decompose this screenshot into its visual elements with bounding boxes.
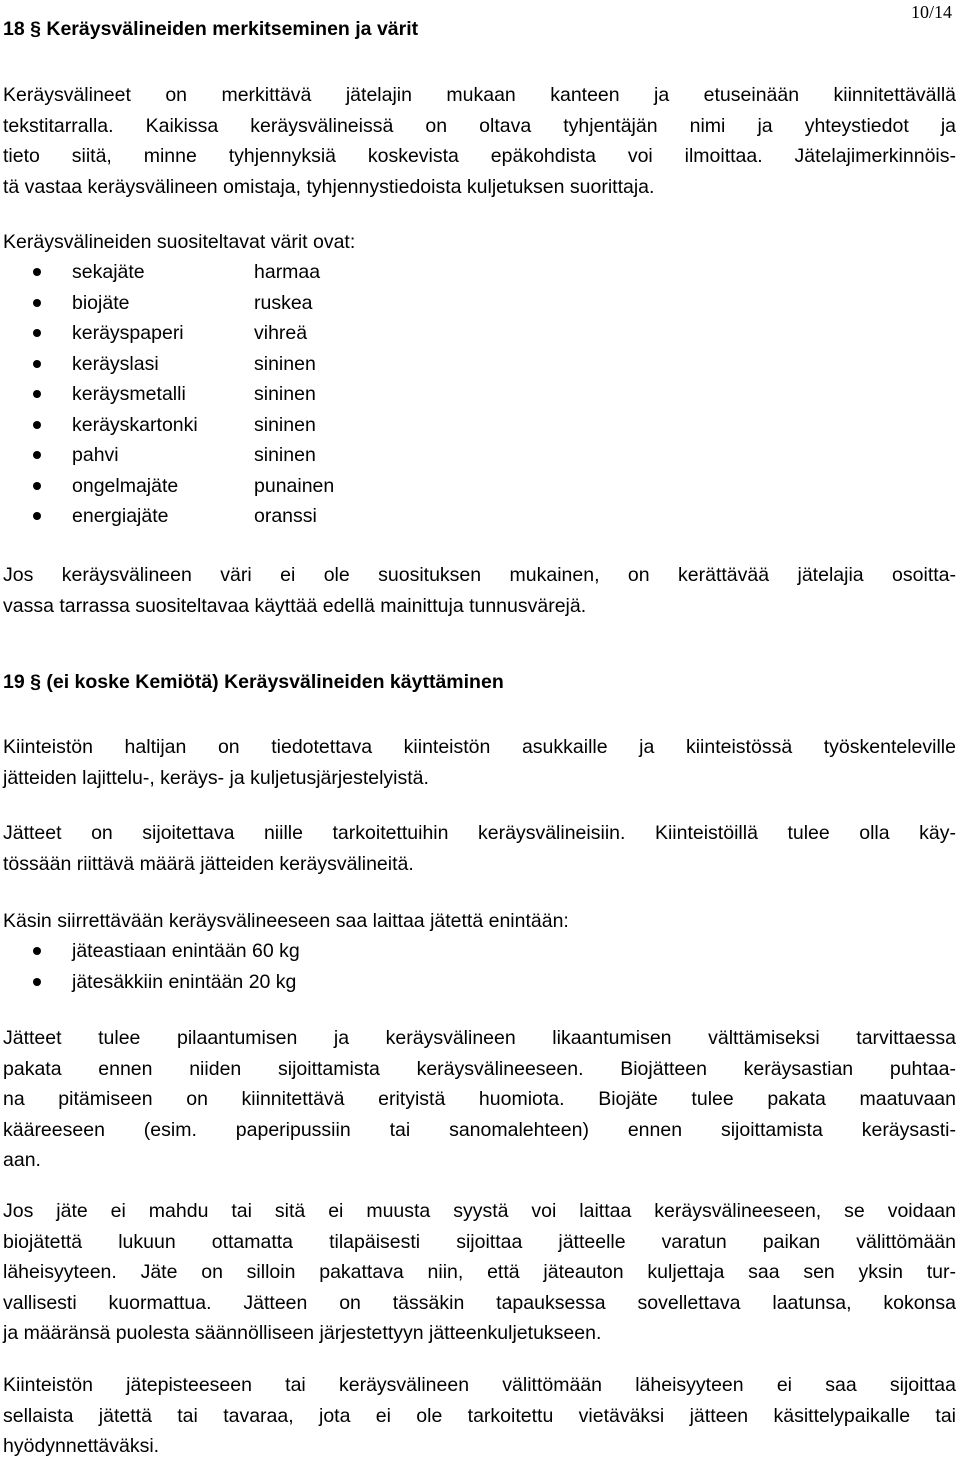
- section-19-paragraph-5: [3, 1370, 956, 1462]
- limit-text: jätesäkkiin enintään 20 kg: [72, 970, 297, 993]
- waste-type: ongelmajäte: [72, 474, 179, 497]
- text-line: Keräysvälineet on merkittävä jätelajin mukaan kanteen ja etuseinään kiinnitettävällä: [3, 84, 956, 106]
- bullet-icon: [33, 421, 41, 429]
- text-line: kääreeseen (esim. paperipussiin tai sanomalehteen) ennen sijoittamista keräysasti-: [3, 1118, 956, 1141]
- list-item: [3, 349, 503, 380]
- waste-type: energiajäte: [72, 505, 169, 527]
- text-line: tekstitarralla. Kaikissa keräysvälineissä on oltava tyhjentäjän nimi ja yhteystiedot ja: [3, 114, 956, 137]
- container-color: sininen: [254, 383, 316, 405]
- bullet-icon: [33, 451, 41, 459]
- section-19-paragraph-4: [3, 1196, 956, 1349]
- bullet-icon: [33, 978, 41, 986]
- list-item: [3, 379, 503, 410]
- container-color: sininen: [254, 444, 316, 466]
- text-line: na pitämiseen on kiinnitettävä erityistä huomiota. Biojäte tulee pakata maatuvaan: [3, 1088, 956, 1110]
- text-line: Jos keräysvälineen väri ei ole suosituksen mukainen, on kerättävää jätelajia osoitta-: [3, 564, 956, 586]
- waste-type: sekajäte: [72, 261, 145, 283]
- list-item: [3, 410, 503, 441]
- section-19-heading: 19 § (ei koske Kemiötä) Keräysvälineiden käyttäminen: [3, 671, 504, 693]
- text-line: biojätettä lukuun ottamatta tilapäisesti sijoittaa jätteelle varatun paikan välittömään: [3, 1230, 956, 1253]
- text-line: aan.: [3, 1149, 41, 1171]
- text-line: Keräysvälineiden suositeltavat värit ovat:: [3, 231, 356, 253]
- limit-text: jäteastiaan enintään 60 kg: [72, 940, 300, 962]
- section-19-paragraph-3: [3, 1023, 956, 1176]
- text-line: tössään riittävä määrä jätteiden keräysvälineitä.: [3, 852, 414, 875]
- bullet-icon: [33, 329, 41, 337]
- text-line: pakata ennen niiden sijoittamista keräysvälineeseen. Biojätteen keräysastian puhtaa-: [3, 1057, 956, 1080]
- container-color: sininen: [254, 352, 316, 375]
- text-line: hyödynnettäväksi.: [3, 1435, 160, 1457]
- section-18-paragraph-2: [3, 560, 956, 621]
- waste-type: keräyspaperi: [72, 322, 184, 344]
- waste-type: keräyslasi: [72, 352, 159, 375]
- text-line: vallisesti kuormattua. Jätteen on tässäkin tapauksessa sovellettava laatunsa, kokonsa: [3, 1291, 956, 1314]
- list-item: [3, 257, 503, 288]
- container-color: punainen: [254, 474, 335, 497]
- color-list: [3, 257, 503, 532]
- bullet-icon: [33, 390, 41, 398]
- text-line: sellaista jätettä tai tavaraa, jota ei ole tarkoitettu vietäväksi jätteen käsittelypaikalle tai: [3, 1404, 956, 1427]
- text-line: jätteiden lajittelu-, keräys- ja kuljetusjärjestelyistä.: [3, 766, 429, 789]
- container-color: ruskea: [254, 291, 313, 314]
- waste-type: keräysmetalli: [72, 383, 186, 405]
- text-line: vassa tarrassa suositeltavaa käyttää edellä mainittuja tunnusvärejä.: [3, 594, 587, 617]
- text-line: läheisyyteen. Jäte on silloin pakattava niin, että jäteauton kuljettaja saa sen yksin tur-: [3, 1261, 956, 1283]
- list-item: [3, 318, 503, 349]
- container-color: oranssi: [254, 505, 317, 527]
- list-item: [3, 501, 503, 532]
- section-18-heading: 18 § Keräysvälineiden merkitseminen ja värit: [3, 18, 419, 40]
- list-item: [3, 936, 503, 967]
- text-line: Käsin siirrettävään keräysvälineeseen saa laittaa jätettä enintään:: [3, 910, 569, 932]
- waste-type: keräyskartonki: [72, 413, 198, 436]
- container-color: vihreä: [254, 322, 308, 344]
- text-line: Jätteet on sijoitettava niille tarkoitettuihin keräysvälineisiin. Kiinteistöillä tulee olla käy-: [3, 822, 956, 844]
- section-18-paragraph-1: [3, 80, 956, 202]
- limits-intro: [3, 906, 956, 937]
- bullet-icon: [33, 512, 41, 520]
- text-line: Kiinteistön jätepisteeseen tai keräysvälineen välittömään läheisyyteen ei saa sijoittaa: [3, 1374, 956, 1396]
- list-item: [3, 288, 503, 319]
- text-line: Kiinteistön haltijan on tiedotettava kiinteistön asukkaille ja kiinteistössä työskenteleville: [3, 736, 956, 758]
- container-color: sininen: [254, 413, 316, 436]
- colors-intro: [3, 227, 956, 258]
- section-19-paragraph-1: [3, 732, 956, 793]
- limits-list: [3, 936, 503, 997]
- list-item: [3, 440, 503, 471]
- text-line: ja määränsä puolesta säännölliseen järjestettyyn jätteenkuljetukseen.: [3, 1322, 602, 1344]
- bullet-icon: [33, 482, 41, 490]
- bullet-icon: [33, 947, 41, 955]
- section-19-paragraph-2: [3, 818, 956, 879]
- text-line: Jätteet tulee pilaantumisen ja keräysvälineen likaantumisen välttämiseksi tarvittaessa: [3, 1027, 956, 1049]
- bullet-icon: [33, 360, 41, 368]
- list-item: [3, 471, 503, 502]
- container-color: harmaa: [254, 261, 321, 283]
- waste-type: pahvi: [72, 444, 119, 466]
- page-number: 10/14: [910, 2, 952, 22]
- text-line: Jos jäte ei mahdu tai sitä ei muusta syystä voi laittaa keräysvälineeseen, se voidaan: [3, 1200, 956, 1222]
- bullet-icon: [33, 299, 41, 307]
- bullet-icon: [33, 268, 41, 276]
- waste-type: biojäte: [72, 291, 130, 314]
- list-item: [3, 967, 503, 998]
- text-line: tieto siitä, minne tyhjennyksiä koskevista epäkohdista voi ilmoittaa. Jätelajimerkinnöis-: [3, 145, 956, 167]
- text-line: tä vastaa keräysvälineen omistaja, tyhjennystiedoista kuljetuksen suorittaja.: [3, 175, 655, 198]
